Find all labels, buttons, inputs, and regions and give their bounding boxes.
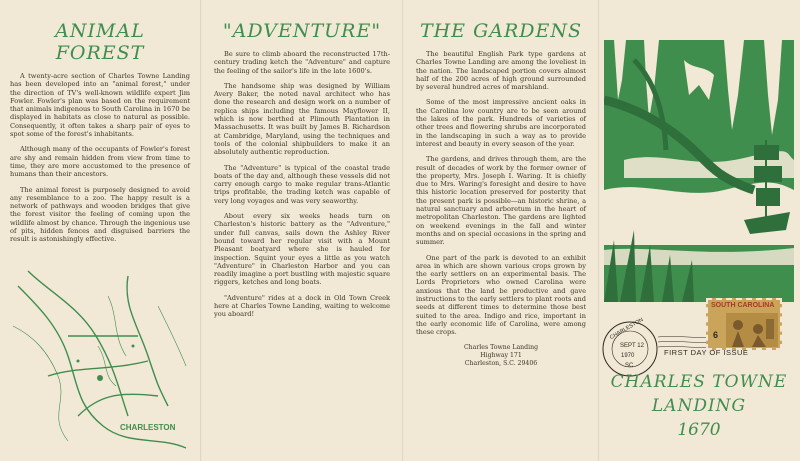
cover-illustration — [604, 40, 794, 302]
paragraph: Although many of the occupants of Fowler's forest are shy and remain hidden from view from time to time, they are more accustomed to the presence of humans than their ancestors. — [10, 145, 190, 179]
address-line: Charleston, S.C. 29406 — [464, 359, 538, 367]
heading-gardens: THE GARDENS — [419, 20, 583, 42]
paragraph: Some of the most impressive ancient oaks in the Carolina low country are to be seen around the lakes of the park. Hundreds of varieties of other trees and flowering shrubs are incorporated in the landscaping in such a way as to provide interest and beauty in every season of the year. — [416, 98, 586, 148]
postmark-city: CHARLESTON — [609, 317, 645, 341]
paragraph: One part of the park is devoted to an exhibit area in which are shown various crops grown by the early settlers on an experimental basis. The Lords Proprietors who owned Carolina were anxious that the land be productive and gave instructions to the early settlers to plant roots and seeds at different times to determine those best suited to the area. Indigo and rice, important in the early economic life of Carolina, were among these crops. — [416, 253, 586, 337]
stamp-value: 6 — [713, 330, 719, 340]
panel-animal-forest — [0, 0, 200, 461]
postmark-date: SEPT 12 — [620, 343, 644, 349]
cover-title-year: 1670 — [677, 420, 721, 440]
heading-animal-forest: ANIMAL FOREST — [55, 20, 145, 64]
postmark-state: SC — [625, 363, 634, 369]
postmark-year: 1970 — [621, 353, 635, 359]
paragraph: The "Adventure" is typical of the coastal trade boats of the day and, although these vessels did not carry enough cargo to make regular trans-Atlantic trips profitable, the trading ketch was capable of very long voyages and was very seaworthy. — [214, 163, 390, 205]
address-line: Highway 171 — [480, 351, 522, 359]
address-block — [416, 344, 586, 368]
paragraph: "Adventure" rides at a dock in Old Town Creek here at Charles Towne Landing, waiting to welcome you aboard! — [214, 293, 390, 319]
first-day-of-issue: FIRST DAY OF ISSUE — [664, 348, 749, 357]
paragraph: About every six weeks heads turn on Charleston's historic battery as the "Adventure," under full canvas, sails down the Ashley River bound toward her regular visit with a Mount Pleasant boatyard where she is hauled for inspection. Squint your eyes a little as you watch "Adventure" in Charleston Harbor and you can readily imagine a port bustling with majestic square riggers, ketches and long boats. — [214, 212, 390, 287]
map-label: CHARLESTON — [120, 423, 176, 432]
address-line: Charles Towne Landing — [463, 343, 539, 351]
paragraph: The animal forest is purposely designed to avoid any resemblance to a zoo. The happy result is a network of pathways and wooden bridges that give the forest visitor the feeling of coming upon the wildlife almost by chance. Through the ingenious use of pits, hidden fences and disguised barriers the result is astonishingly effective. — [10, 185, 190, 244]
paragraph: The beautiful English Park type gardens at Charles Towne Landing are among the loveliest in the nation. The landscaped portion covers almost half of the 200 acres of high ground surrounded by several hundred acres of marshland. — [416, 50, 586, 92]
paragraph: The handsome ship was designed by William Avery Baker, the noted naval architect who has done the research and design work on a number of replica ships including the famous Mayflower II, which is now berthed at Plimouth Plantation in Massachusetts. It was built by James B. Richardson at Cambridge, Maryland, using the techniques and tools of the colonial shipbuilders to make it an absolutely authentic reproduction. — [214, 81, 390, 157]
heading-adventure: "ADVENTURE" — [222, 20, 382, 42]
cover-title-line1: CHARLES TOWNE — [610, 372, 788, 392]
paragraph: The gardens, and drives through them, are the result of decades of work by the former owner of the property, Mrs. Joseph I. Waring. It is chiefly due to Mrs. Waring's foresight and desire to have this historic location preserved for posterity that the present park is possible—an historic shrine, a natural sanctuary and arboretum in the heart of metropolitan Charleston. The gardens are lighted on weekend evenings in the fall and winter months and on special occasions in the spring and summer. — [416, 155, 586, 247]
cover-title-line2: LANDING — [651, 396, 747, 416]
paragraph: Be sure to climb aboard the reconstructed 17th-century trading ketch the "Adventure" and capture the feeling of the sailor's life in the late 1600's. — [214, 50, 390, 75]
stamp-title: SOUTH CAROLINA — [711, 302, 775, 309]
panel-gardens — [404, 0, 598, 461]
postage-stamp — [706, 298, 782, 350]
charleston-map — [8, 266, 192, 452]
panel-adventure — [202, 0, 402, 461]
stamp-figures-icon — [726, 313, 778, 347]
paragraph: A twenty-acre section of Charles Towne Landing has been developed into an "animal forest," under the direction of TV's well-known wildlife expert Jim Fowler. Fowler's plan was based on the requirement that animals indigenous to South Carolina in 1670 be displayed in habitats as close to natural as possible. Consequently, it often takes a sharp pair of eyes to spot some of the forest's inhabitants. — [10, 72, 190, 139]
